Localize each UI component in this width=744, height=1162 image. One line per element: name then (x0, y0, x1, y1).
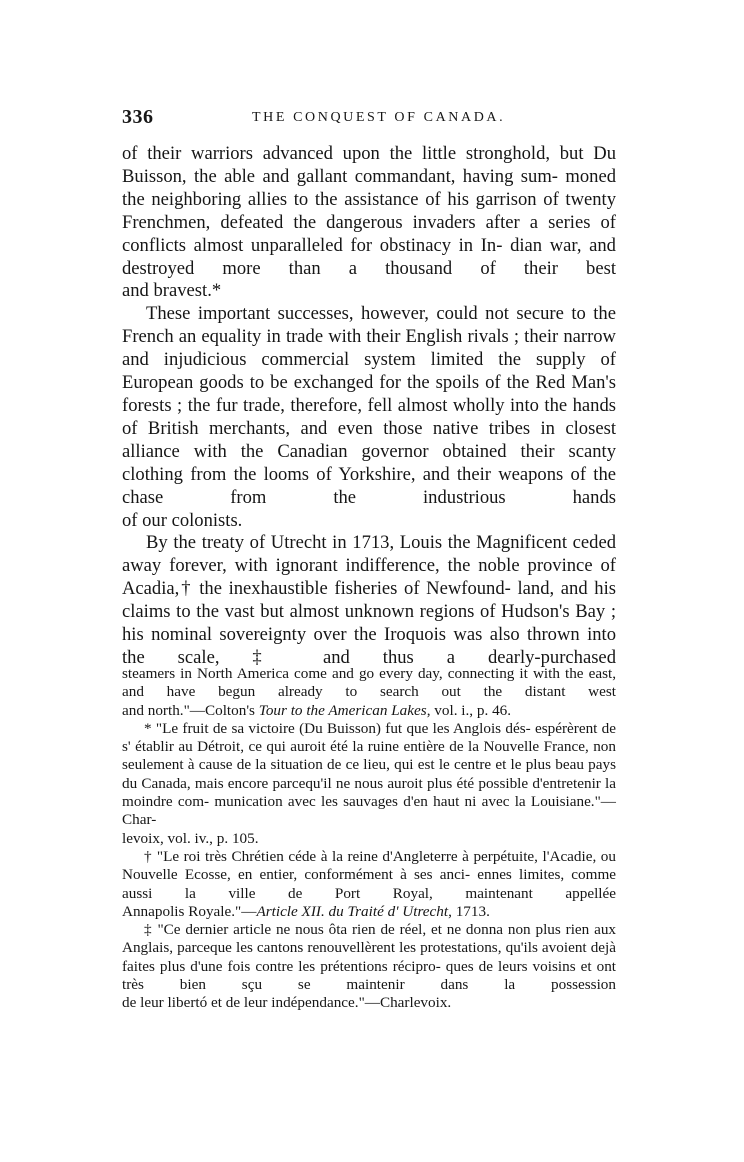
text-line: These important successes, however, could not secure to (146, 303, 586, 325)
body-text (122, 143, 616, 670)
footnote-line: parcequ'il ne nous auroit plus été possible d'entretenir la moindre com- (122, 774, 616, 811)
footnote-double-dagger (122, 921, 616, 994)
footnote-dagger (122, 848, 616, 903)
footnote-line: ‡ "Ce dernier article ne nous ôta rien de réel, et ne donna non plus (144, 921, 561, 939)
footnote-continued-end (122, 702, 616, 720)
footnote-text: , 1713. (448, 902, 490, 920)
footnote-line: de leur libertó et de leur indépendance."—Charlevoix. (122, 994, 452, 1012)
text-line: and bravest.* (122, 280, 222, 302)
footnote-line: † "Le roi très Chrétien céde à la reine d'Angleterre à perpétuite, (144, 847, 538, 865)
text-line: ceded away forever, with ignorant indifference, the noble (122, 532, 616, 577)
text-line: dian war, and destroyed more than a thousand of their best (122, 234, 616, 279)
footnote-line: rien aux Anglais, parceque les cantons renouvellèrent les protestations, (122, 921, 617, 957)
text-line: the French an equality in trade with their English rivals ; (122, 303, 616, 348)
text-line: of their warriors advanced upon the little stronghold, but (122, 143, 584, 164)
text-line: supply of European goods to be exchanged for the spoils of (122, 349, 616, 394)
text-line: wholly into the hands of British merchants, and even those (122, 394, 616, 439)
text-line: Du Buisson, the able and gallant commandant, having sum- (122, 143, 616, 187)
footnote-line: ennes limites, comme aussi la ville de Port Royal, maintenant appellée (122, 866, 617, 902)
footnote-line: with the east, and have begun already to search out the distant west (122, 665, 617, 701)
footnote-text: Annapolis Royale."— (122, 902, 257, 920)
text-line: a series of conflicts almost unparalleled for obstinacy in In- (122, 211, 616, 256)
footnote-asterisk (122, 720, 616, 830)
footnote-continued (122, 665, 616, 702)
text-line: their narrow and injudicious commercial system limited the (122, 326, 616, 371)
text-line: and their weapons of the chase from the industrious hands (122, 463, 616, 508)
page-number: 336 (122, 106, 154, 128)
text-line: of Hudson's Bay ; his nominal sovereignty over the Iroquois (122, 601, 616, 646)
footnote-line: * "Le fruit de sa victoire (Du Buisson) fut que les Anglois dés- (144, 719, 531, 737)
footnote-line: steamers in North America come and go every day, connecting it (122, 665, 528, 682)
book-title: Tour to the American Lakes (258, 701, 427, 719)
footnote-line: munication avec les sauvages d'en haut ni avec la Louisiane."—Char- (122, 793, 616, 829)
footnote-line: espérèrent de s' établir au Détroit, ce qui auroit été la ruine entière (122, 719, 617, 756)
text-line: land, and his claims to the vast but almost unknown regions (122, 578, 616, 623)
paragraph-end (122, 510, 616, 533)
paragraph-end (122, 280, 616, 303)
footnote-text: and north."—Colton's (122, 701, 259, 719)
footnotes (122, 665, 616, 1013)
running-title: THE CONQUEST OF CANADA. (252, 110, 506, 125)
text-line: moned the neighboring allies to the assistance of his garrison (122, 165, 616, 210)
footnote-line: qu'ils avoient dejà faites plus d'une fois contre les prétentions récipro- (122, 939, 617, 975)
footnote-line: lieu, qui est le centre et le plus beau pays du Canada, mais encore (122, 756, 616, 792)
text-line: By the treaty of Utrecht in 1713, Louis the Magnificent (146, 532, 567, 554)
footnote-asterisk-end (122, 830, 616, 848)
footnote-line: levoix, vol. iv., p. 105. (122, 829, 259, 847)
footnote-line: de la Nouvelle France, non seulement à cause de la situation de ce (122, 738, 616, 774)
treaty-title: Article XII. du Traité d' Utrecht (256, 902, 449, 920)
footnote-line: ques de leurs voisins et ont très bien sçu se maintenir dans la possession (122, 957, 617, 994)
footnote-double-dagger-end (122, 994, 616, 1012)
text-line: was also thrown into the scale, ‡ and thus a dearly-purchased (122, 624, 617, 668)
text-line: province of Acadia,† the inexhaustible fisheries of Newfound- (122, 555, 616, 600)
text-line: the Red Man's forests ; the fur trade, therefore, fell almost (122, 372, 616, 416)
footnote-dagger-end (122, 903, 616, 921)
text-line: of twenty Frenchmen, defeated the dangerous invaders after (122, 188, 617, 233)
paragraph (122, 143, 616, 280)
paragraph (122, 303, 616, 509)
footnote-text: , vol. i., p. 46. (426, 701, 512, 719)
page-header (122, 106, 614, 130)
text-line: obtained their scanty clothing from the looms of Yorkshire, (122, 440, 616, 485)
text-line: native tribes in closest alliance with the Canadian governor (122, 417, 616, 462)
footnote-line: l'Acadie, ou Nouvelle Ecosse, en entier, conformément à ses anci- (122, 847, 616, 884)
text-line: of our colonists. (122, 509, 243, 531)
paragraph (122, 532, 616, 669)
